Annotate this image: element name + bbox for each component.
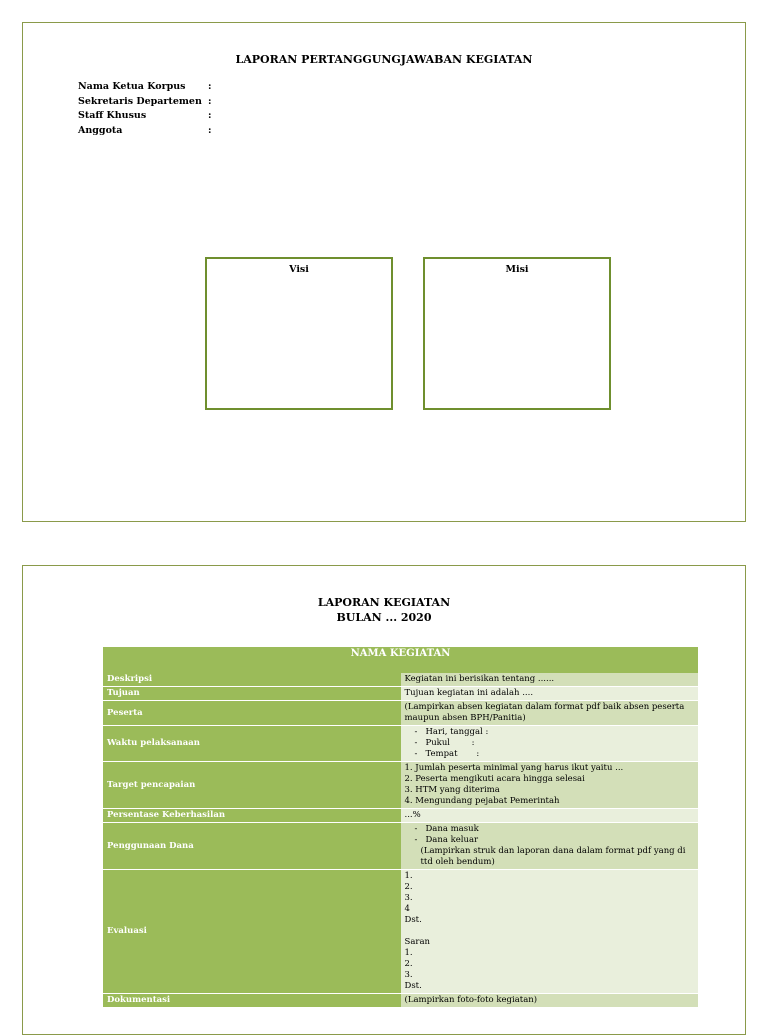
row-label-persentase: Persentase Keberhasilan xyxy=(103,809,401,823)
table-row xyxy=(103,809,698,823)
row-label-target: Target pencapaian xyxy=(103,762,401,809)
dana-line: - Dana masuk xyxy=(414,824,479,834)
row-value-waktu xyxy=(401,726,699,762)
row-value-target xyxy=(401,762,699,809)
visi-box xyxy=(205,257,393,410)
table-row xyxy=(103,701,698,726)
row-label-deskripsi: Deskripsi xyxy=(103,673,401,687)
field-row-staff xyxy=(78,109,218,124)
title-line-2: BULAN ... 2020 xyxy=(336,611,432,624)
activity-table xyxy=(103,647,698,1008)
row-value-peserta: (Lampirkan absen kegiatan dalam format pdf baik absen peserta maupun absen BPH/Panitia) xyxy=(401,701,699,726)
table-row xyxy=(103,687,698,701)
field-colon: : xyxy=(208,81,212,92)
row-value-dokumentasi: (Lampirkan foto-foto kegiatan) xyxy=(401,994,699,1008)
evaluasi-line: 3. xyxy=(404,970,413,980)
report-page-1 xyxy=(22,22,746,522)
row-value-deskripsi: Kegiatan ini berisikan tentang ...... xyxy=(401,673,699,687)
table-header: NAMA KEGIATAN xyxy=(103,647,698,673)
row-label-evaluasi: Evaluasi xyxy=(103,870,401,994)
table-row xyxy=(103,823,698,870)
dana-note: (Lampirkan struk dan laporan dana dalam format pdf yang di ttd oleh bendum) xyxy=(420,846,686,867)
misi-label: Misi xyxy=(505,264,529,275)
field-label: Sekretaris Departemen xyxy=(78,95,202,107)
waktu-line: - Pukul : xyxy=(414,738,475,748)
field-row-sekretaris xyxy=(78,95,218,110)
row-label-dokumentasi: Dokumentasi xyxy=(103,994,401,1008)
evaluasi-line: 1. xyxy=(404,948,413,958)
table-header-row xyxy=(103,647,698,673)
row-label-tujuan: Tujuan xyxy=(103,687,401,701)
title-line-1: LAPORAN KEGIATAN xyxy=(317,596,451,609)
table-row xyxy=(103,994,698,1008)
table-row xyxy=(103,762,698,809)
target-line: 1. Jumlah peserta minimal yang harus ikut yaitu ... xyxy=(404,763,624,773)
row-label-peserta: Peserta xyxy=(103,701,401,726)
field-row-ketua xyxy=(78,80,218,95)
target-line: 4. Mengundang pejabat Pemerintah xyxy=(404,796,560,806)
report-page-2 xyxy=(22,565,746,1035)
row-label-dana: Penggunaan Dana xyxy=(103,823,401,870)
row-value-tujuan: Tujuan kegiatan ini adalah .... xyxy=(401,687,699,701)
field-colon: : xyxy=(208,95,212,107)
waktu-line: - Tempat : xyxy=(414,749,480,759)
page-title xyxy=(23,595,745,625)
field-label: Anggota xyxy=(78,124,123,136)
table-row xyxy=(103,673,698,687)
evaluasi-spacer xyxy=(405,926,695,937)
target-line: 2. Peserta mengikuti acara hingga selesai xyxy=(404,774,585,784)
evaluasi-line: 2. xyxy=(404,959,413,969)
field-row-anggota xyxy=(78,124,218,139)
row-label-waktu: Waktu pelaksanaan xyxy=(103,726,401,762)
evaluasi-line: Dst. xyxy=(404,915,422,925)
field-label: Nama Ketua Korpus xyxy=(78,81,186,92)
field-label: Staff Khusus xyxy=(78,110,147,121)
row-value-persentase: ...% xyxy=(401,809,699,823)
evaluasi-line: 3. xyxy=(404,893,413,903)
table-row xyxy=(103,726,698,762)
row-value-evaluasi xyxy=(401,870,699,994)
officer-fields xyxy=(78,80,218,138)
evaluasi-line: Dst. xyxy=(404,981,422,991)
visi-label: Visi xyxy=(289,264,309,275)
field-colon: : xyxy=(208,110,212,121)
waktu-line: - Hari, tanggal : xyxy=(414,727,489,737)
dana-line: - Dana keluar xyxy=(414,835,479,845)
evaluasi-line: 1. xyxy=(404,871,413,881)
page-title: LAPORAN PERTANGGUNGJAWABAN KEGIATAN xyxy=(235,53,533,66)
evaluasi-line: 2. xyxy=(404,882,413,892)
field-colon: : xyxy=(208,124,212,136)
table-row xyxy=(103,870,698,994)
evaluasi-line: 4 xyxy=(404,904,410,914)
row-value-dana xyxy=(401,823,699,870)
misi-box xyxy=(423,257,611,410)
target-line: 3. HTM yang diterima xyxy=(404,785,500,795)
evaluasi-line: Saran xyxy=(404,937,430,947)
